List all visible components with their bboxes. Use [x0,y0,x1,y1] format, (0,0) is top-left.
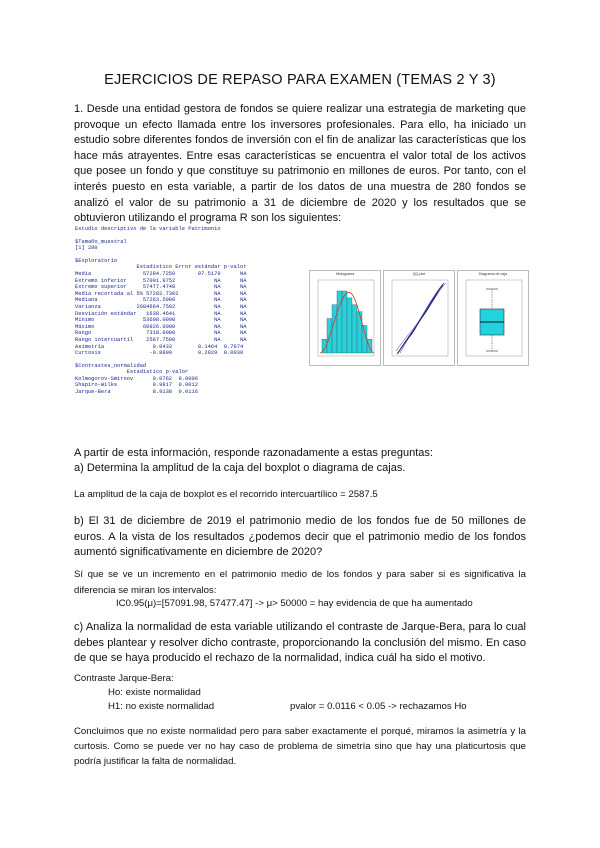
qq-plot [383,270,455,366]
r-table-row: Extremo superior 57477.4748 NA NA [75,284,247,291]
r-table-header: Estadistico Error estándar p-valor [75,264,247,271]
r-explor-label: $Exploratorio [75,257,118,264]
answer-c-pvalue: pvalor = 0.0116 < 0.05 -> rechazamos Ho [290,701,467,712]
r-table-rows [75,271,307,357]
page-title: EJERCICIOS DE REPASO PARA EXAMEN (TEMAS 2 Y 3) [104,72,496,88]
r-table-row: Curtosis -0.8899 0.2929 0.0030 [75,350,244,357]
conclusion: Concluimos que no existe normalidad pero para saber exactamente el porqué, miramos la asimetría y la curtosis. Como se puede ver no hay caso de problema de simetría sino que hay una platicurtosis que podría justificar la falta de normalidad. [74,726,526,767]
answer-b-interval: IC0.95(μ)=[57091.98, 57477.47] -> μ> 50000 = hay evidencia de que ha aumentado [116,598,473,609]
histogram-bar [357,312,362,353]
r-table-row: Varianza 2684664.7592 NA NA [75,303,247,310]
r-tests-rows [75,376,307,396]
qq-chart [384,271,454,365]
r-test-row: Kolmogorov-Smirnov 0.0762 0.0006 [75,375,198,382]
histogram-title: Histograma [335,272,355,276]
question-b: b) El 31 de diciembre de 2019 el patrimonio medio de los fondos fue de 50 millones de euros. A la vista de los resultados ¿podemos decir que el patrimonio medio de los fondos aumentó significativamente en diciembre de 2020? [74,515,526,559]
r-test-row: Shapiro-Wilks 0.9817 0.0012 [75,382,198,389]
boxplot-title: Diagrama de caja [478,272,508,276]
answer-c-h1: H1: no existe normalidad [108,701,215,712]
answer-c-label: Contraste Jarque-Bera: [74,673,174,684]
histogram-chart [310,271,380,365]
histogram-bar [332,305,337,353]
histogram-bar [352,305,357,353]
r-output [75,226,307,396]
r-table-row: Extremo inferior 57091.9752 NA NA [75,277,247,284]
r-tests-label: $Contrastes_normalidad [75,362,147,369]
r-output-header: Estudio descriptivo de la variable Patrimonio [75,226,221,232]
answer-c-h0: Ho: existe normalidad [108,687,201,698]
histogram-plot [309,270,381,366]
boxplot-chart [458,271,528,365]
r-table-row: Media recortada al 5% 57282.7302 NA NA [75,290,247,297]
r-table-row: Mediana 57263.5000 NA NA [75,297,247,304]
r-table-row: Máximo 60926.0000 NA NA [75,323,247,330]
r-size-label: $Tamaño_muestral [75,238,127,245]
answer-a: La amplitud de la caja de boxplot es el recorrido intercuartílico = 2587.5 [74,489,378,500]
r-table-row: Rango intercuartil 2587.7500 NA NA [75,336,247,343]
question-1-intro: 1. Desde una entidad gestora de fondos se quiere realizar una estrategia de marketing que provoque un efecto llamada entre los inversores profesionales. Para ello, ha iniciado un estudio sobre diferentes fondos de inversión con el fin de analizar las características que los hace más atrayentes. Entre esas características se encuentra el valor total de los activos que posee un fondo y que constituye su patrimonio en millones de euros. Por tanto, con el interés puesto en esta variable, a partir de los datos de una muestra de 280 fondos se analizó el valor de su patrimonio a 31 de diciembre de 2020 y los resultados que se obtuvieron utilizando el programa R son los siguientes: [74,103,526,225]
r-table-row: Rango 7318.0000 NA NA [75,330,247,337]
question-a: a) Determina la amplitud de la caja del boxplot o diagrama de cajas. [74,462,406,474]
histogram-bar [337,291,342,353]
r-table-row: Media 57284.7250 97.5170 NA [75,270,247,277]
boxplot [457,270,529,366]
question-c: c) Analiza la normalidad de esta variable utilizando el contraste de Jarque-Bera, para lo cual debes plantear y resolver dicho contraste, proporcionando la conclusión del mismo. En caso de que se haya producido el rechazo de la normalidad, indica cuál ha sido el motivo. [74,621,526,665]
histogram-bar [347,298,352,353]
r-table-row: Mínimo 53608.0000 NA NA [75,317,247,324]
r-size-value: [1] 280 [75,245,98,252]
qq-title: QQ-plot [412,272,426,276]
r-table-row: Asimetría 0.0433 0.1464 0.7674 [75,343,244,350]
r-table-row: Desviación estándar 1638.4641 NA NA [75,310,247,317]
histogram-bar [342,291,347,353]
intro-questions: A partir de esta información, responde razonadamente a estas preguntas: [74,447,433,459]
r-test-row: Jarque-Bera 8.9138 0.0116 [75,389,198,396]
answer-b-text: Sí que se ve un incremento en el patrimonio medio de los fondos y para saber si es significativa la diferencia se miran los intervalos: [74,569,526,596]
r-tests-header: Estadistico p-valor [75,369,189,376]
